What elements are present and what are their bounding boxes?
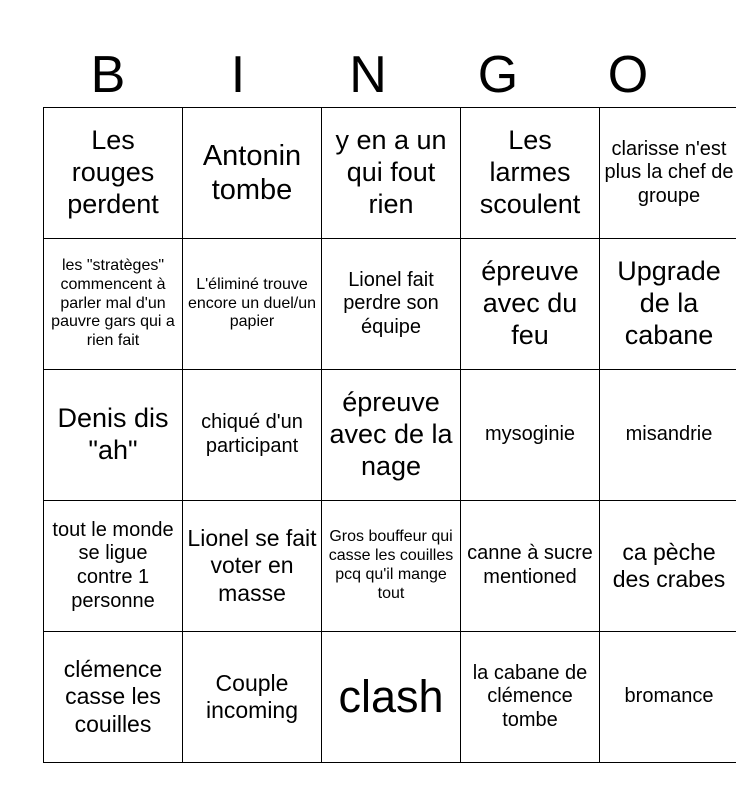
bingo-cell[interactable] (183, 239, 322, 370)
cell-text: Lionel se fait voter en masse (187, 525, 317, 606)
header-letter-b: B (90, 46, 126, 104)
cell-text: canne à sucre mentioned (467, 542, 593, 588)
bingo-cell[interactable] (322, 108, 461, 239)
cell-text: y en a un qui fout rien (335, 125, 447, 219)
cell-text: Couple incoming (205, 669, 299, 723)
bingo-cell[interactable] (44, 370, 183, 501)
cell-text: épreuve avec du feu (481, 256, 579, 350)
cell-text: bromance (624, 685, 714, 708)
board-row (44, 632, 736, 763)
cell-text: chiqué d'un participant (201, 411, 303, 457)
cell-text: Les larmes scoulent (479, 125, 581, 219)
cell-text: clémence casse les couilles (63, 656, 163, 737)
cell-text: Lionel fait perdre son équipe (343, 268, 439, 338)
bingo-cell[interactable] (461, 239, 600, 370)
bingo-cell[interactable] (600, 632, 736, 763)
board-row (44, 370, 736, 501)
cell-text: Upgrade de la cabane (617, 256, 721, 350)
board-row (44, 501, 736, 632)
cell-text: Les rouges perdent (67, 125, 159, 219)
cell-text: épreuve avec de la nage (329, 387, 453, 481)
bingo-cell[interactable] (183, 632, 322, 763)
bingo-board (43, 107, 736, 763)
bingo-cell[interactable] (461, 501, 600, 632)
header-letter-o: O (607, 46, 649, 104)
cell-text: mysoginie (484, 423, 576, 446)
bingo-cell[interactable] (183, 501, 322, 632)
cell-text: ca pèche des crabes (612, 538, 726, 592)
bingo-cell[interactable] (600, 501, 736, 632)
cell-text: clash (338, 671, 444, 723)
cell-text: clarisse n'est plus la chef de groupe (604, 137, 734, 207)
bingo-cell[interactable] (44, 108, 183, 239)
cell-text: tout le monde se ligue contre 1 personne (52, 518, 174, 612)
bingo-cell[interactable] (44, 501, 183, 632)
bingo-cell[interactable] (461, 370, 600, 501)
bingo-cell[interactable] (600, 370, 736, 501)
cell-text: Antonin tombe (202, 139, 302, 206)
bingo-cell[interactable] (461, 632, 600, 763)
bingo-cell[interactable] (600, 108, 736, 239)
bingo-cell[interactable] (183, 108, 322, 239)
board-row (44, 108, 736, 239)
cell-text: la cabane de clémence tombe (472, 661, 588, 731)
bingo-cell[interactable] (44, 239, 183, 370)
cell-text: les "stratèges" commencent à parler mal d'un pauvre gars qui a rien fait (51, 256, 175, 350)
bingo-cell[interactable] (44, 632, 183, 763)
cell-text: Denis dis "ah" (57, 403, 169, 465)
bingo-cell[interactable] (322, 239, 461, 370)
bingo-cell[interactable] (600, 239, 736, 370)
header-letter-i: I (230, 46, 246, 104)
bingo-header (43, 44, 693, 106)
header-letter-n: N (349, 46, 387, 104)
cell-text: misandrie (625, 423, 713, 446)
cell-text: Gros bouffeur qui casse les couilles pcq qu'il mange tout (328, 528, 454, 602)
board-row (44, 239, 736, 370)
header-letter-g: G (477, 46, 519, 104)
bingo-cell[interactable] (322, 632, 461, 763)
bingo-cell[interactable] (322, 370, 461, 501)
bingo-cell[interactable] (461, 108, 600, 239)
bingo-cell[interactable] (322, 501, 461, 632)
bingo-cell[interactable] (183, 370, 322, 501)
cell-text: L'éliminé trouve encore un duel/un papier (187, 275, 317, 331)
